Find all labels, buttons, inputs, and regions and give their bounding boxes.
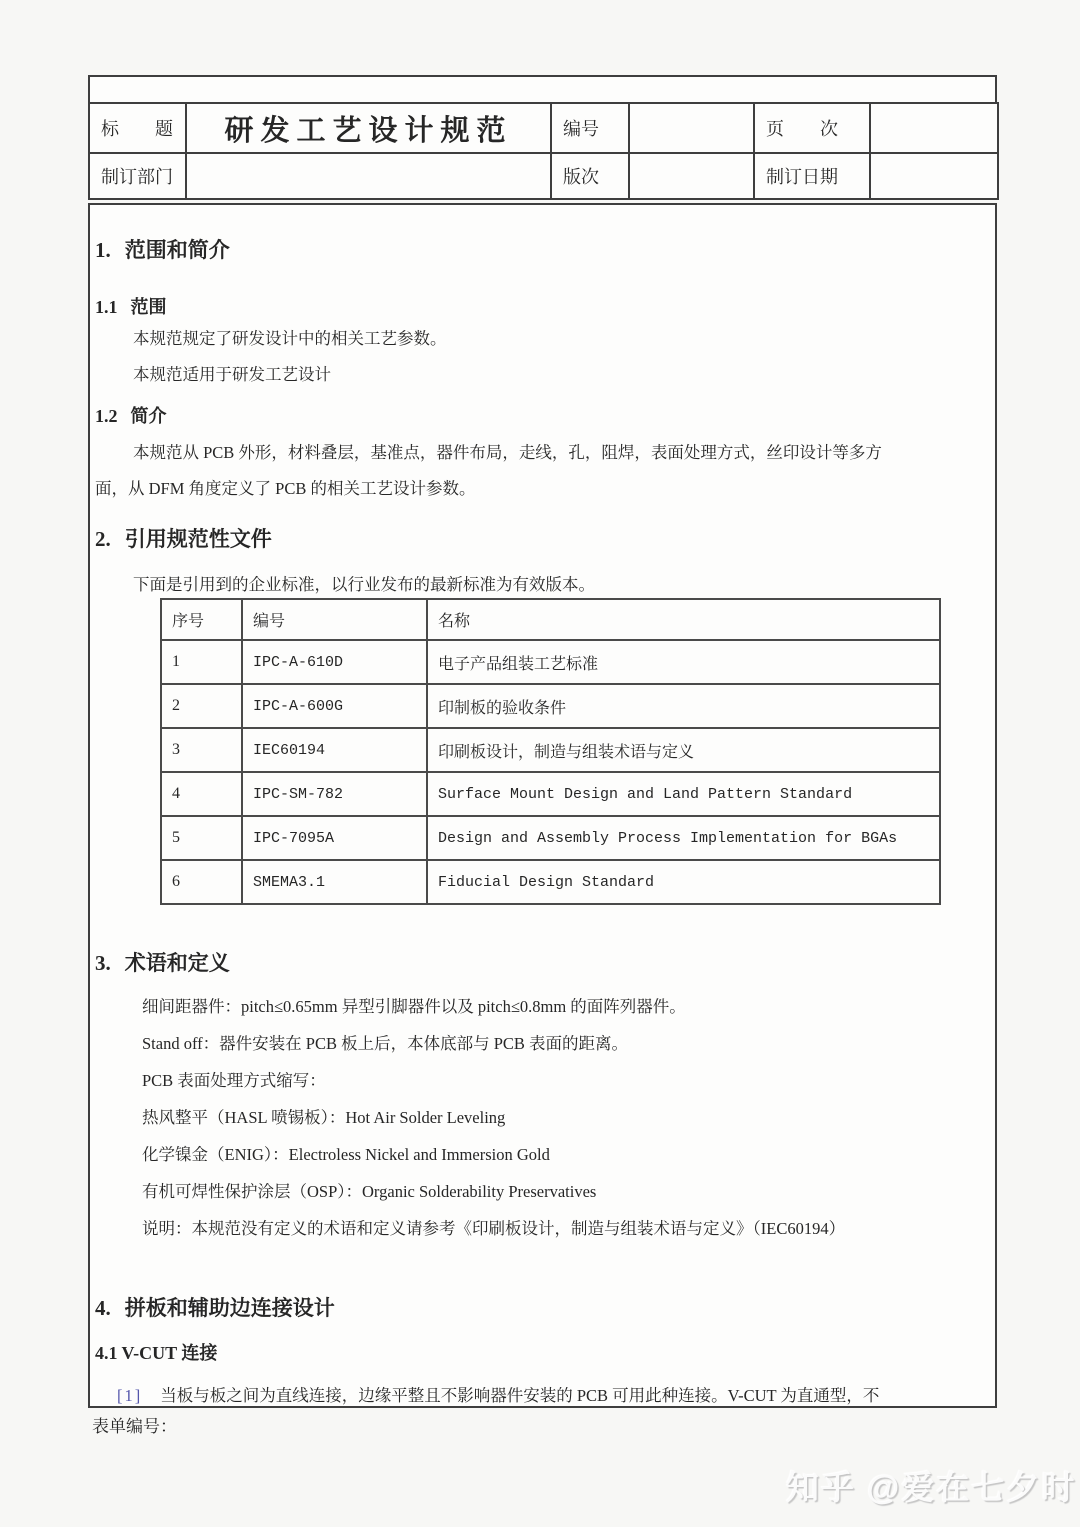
cell-name: 电子产品组装工艺标准 — [427, 640, 940, 684]
cell-seq: 5 — [161, 816, 242, 860]
section-number: 1.2 — [95, 406, 118, 426]
dept-value-cell — [186, 153, 551, 199]
number-value-cell — [629, 103, 754, 153]
cell-code: SMEMA3.1 — [242, 860, 427, 904]
cell-code: IPC-7095A — [242, 816, 427, 860]
version-label-cell: 版次 — [551, 153, 629, 199]
table-row — [161, 860, 940, 904]
date-label-cell: 制订日期 — [754, 153, 870, 199]
section-4-heading — [95, 1292, 335, 1322]
table-row — [161, 772, 940, 816]
document-title: 研发工艺设计规范 — [186, 103, 551, 153]
cell-code: IPC-SM-782 — [242, 772, 427, 816]
header-empty-row — [88, 75, 997, 104]
column-header-name: 名称 — [427, 599, 940, 640]
section-title: 拼板和辅助边连接设计 — [124, 1296, 335, 1320]
section-4-1-heading — [95, 1339, 217, 1365]
page-value-cell — [870, 103, 998, 153]
term-line: 化学镍金（ENIG）：Electroless Nickel and Immersion Gold — [142, 1145, 550, 1164]
header-row-dept — [89, 153, 998, 199]
section-title: 简介 — [130, 406, 167, 426]
item-text: 当板与板之间为直线连接，边缘平整且不影响器件安装的 PCB 可用此种连接。V-CUT 为直通型，不 — [160, 1386, 880, 1405]
cell-seq: 3 — [161, 728, 242, 772]
section-1-2-heading — [95, 402, 167, 428]
table-row — [161, 640, 940, 684]
section-title: 引用规范性文件 — [124, 527, 272, 551]
page-label-cell: 页 次 — [754, 103, 870, 153]
paragraph-line: 本规范从 PCB 外形，材料叠层，基准点，器件布局，走线，孔，阻焊，表面处理方式，丝印设计等多方 — [133, 443, 882, 462]
section-number: 2. — [95, 527, 111, 551]
paragraph-line: 面，从 DFM 角度定义了 PCB 的相关工艺设计参数。 — [95, 479, 476, 498]
cell-code: IPC-A-600G — [242, 684, 427, 728]
section-title: 术语和定义 — [124, 951, 230, 975]
term-line: PCB 表面处理方式缩写： — [142, 1071, 326, 1090]
table-row — [161, 684, 940, 728]
cell-code: IEC60194 — [242, 728, 427, 772]
form-number-label: 表单编号： — [92, 1417, 177, 1436]
term-line: 说明：本规范没有定义的术语和定义请参考《印刷板设计，制造与组装术语与定义》（IEC60194） — [142, 1219, 846, 1238]
dept-label-cell: 制订部门 — [89, 153, 186, 199]
column-header-seq: 序号 — [161, 599, 242, 640]
cell-seq: 1 — [161, 640, 242, 684]
term-line: 细间距器件：pitch≤0.65mm 异型引脚器件以及 pitch≤0.8mm 的面阵列器件。 — [142, 997, 686, 1016]
term-line: Stand off：器件安装在 PCB 板上后，本体底部与 PCB 表面的距离。 — [142, 1034, 629, 1053]
header-row-title — [89, 103, 998, 153]
section-title: 范围和简介 — [124, 238, 230, 262]
watermark: 知乎 @爱在七夕时 — [786, 1469, 1077, 1506]
item-ref-marker: [1] — [117, 1386, 143, 1405]
cell-name: Surface Mount Design and Land Pattern Standard — [427, 772, 940, 816]
cell-seq: 2 — [161, 684, 242, 728]
paragraph: 本规范适用于研发工艺设计 — [133, 365, 331, 384]
section-number: 1.1 — [95, 297, 118, 317]
table-row — [161, 816, 940, 860]
title-label-cell: 标 题 — [89, 103, 186, 153]
paragraph: 下面是引用到的企业标准，以行业发布的最新标准为有效版本。 — [133, 575, 595, 594]
term-line: 热风整平（HASL 喷锡板）：Hot Air Solder Leveling — [142, 1108, 506, 1127]
section-number: 1. — [95, 238, 111, 262]
reference-table — [160, 598, 941, 905]
numbered-item — [117, 1382, 879, 1406]
number-label-cell: 编号 — [551, 103, 629, 153]
section-1-1-heading — [95, 293, 167, 319]
section-2-heading — [95, 523, 272, 553]
table-row — [161, 728, 940, 772]
cell-name: Design and Assembly Process Implementation for BGAs — [427, 816, 940, 860]
section-number: 4. — [95, 1296, 111, 1320]
section-title: V-CUT 连接 — [121, 1343, 218, 1363]
section-title: 范围 — [130, 297, 167, 317]
term-line: 有机可焊性保护涂层（OSP）：Organic Solderability Preservatives — [142, 1182, 597, 1201]
date-value-cell — [870, 153, 998, 199]
section-1-heading — [95, 234, 230, 264]
cell-name: Fiducial Design Standard — [427, 860, 940, 904]
section-number: 3. — [95, 951, 111, 975]
section-3-heading — [95, 947, 230, 977]
cell-name: 印制板的验收条件 — [427, 684, 940, 728]
cell-name: 印刷板设计，制造与组装术语与定义 — [427, 728, 940, 772]
cell-code: IPC-A-610D — [242, 640, 427, 684]
paragraph: 本规范规定了研发设计中的相关工艺参数。 — [133, 329, 447, 348]
section-number: 4.1 — [95, 1343, 118, 1363]
document-body — [88, 203, 997, 1408]
cell-seq: 4 — [161, 772, 242, 816]
document-header-table — [88, 102, 999, 200]
column-header-code: 编号 — [242, 599, 427, 640]
cell-seq: 6 — [161, 860, 242, 904]
table-header-row — [161, 599, 940, 640]
version-value-cell — [629, 153, 754, 199]
